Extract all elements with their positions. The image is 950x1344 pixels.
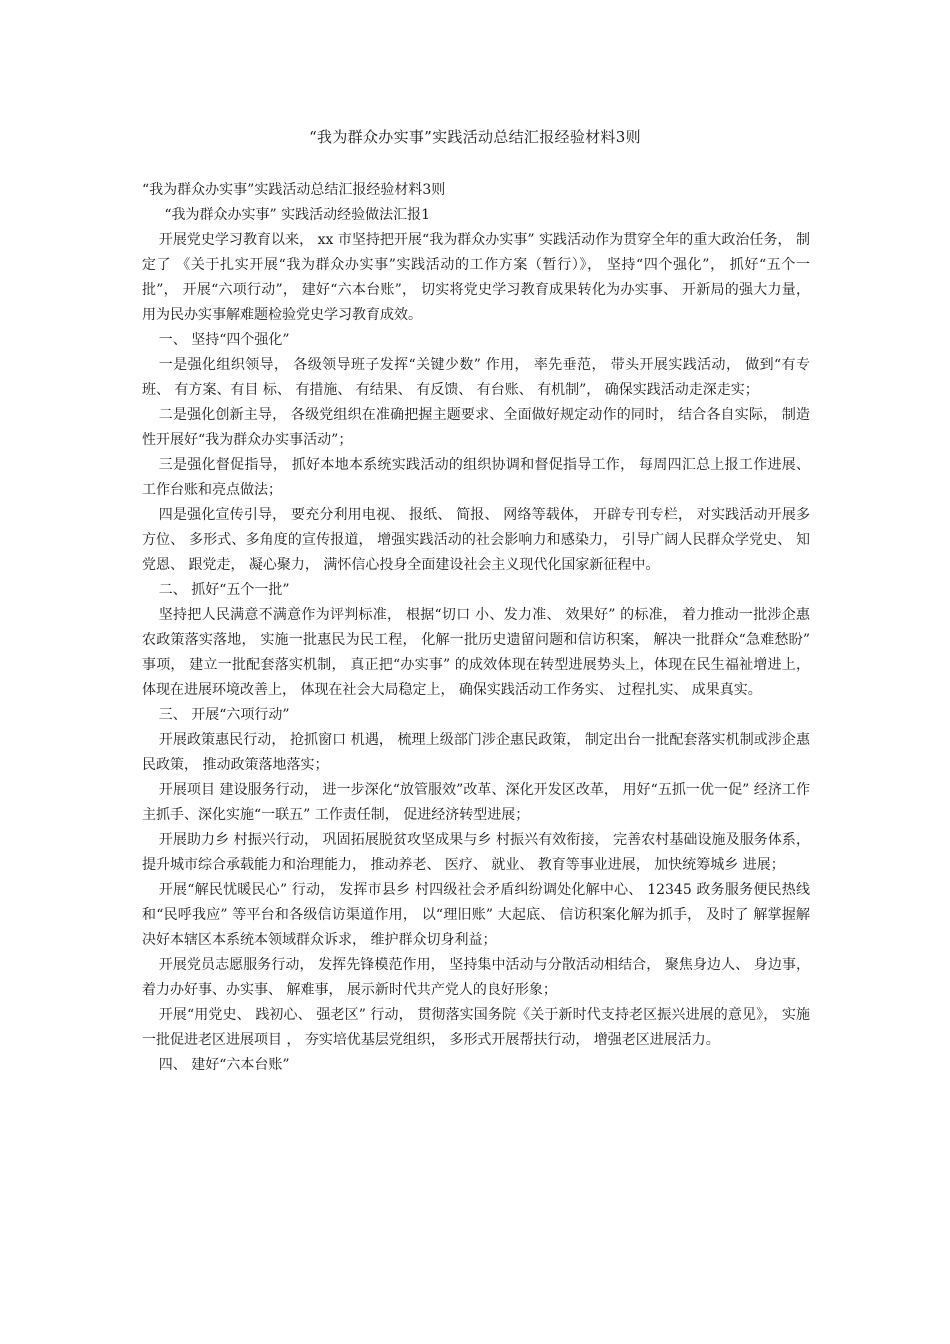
section2-paragraph: 坚持把人民满意不满意作为评判标准， 根据“切口 小、发力准、 效果好” 的标准， 着力推动一批涉企惠农政策落实落地， 实施一批惠民为民工程， 化解一批历史遗留问题和信访积案， 解决一批群众“急难愁盼” 事项， 建立一批配套落实机制， 真正把“办实事” 的成效体现在转型进展势头上，体现在民生福祉增进上， 体现在进展环境改善上， 体现在社会大局稳定上， 确保实践活动工作务实、 过程扎实、 成果真实。 xyxy=(142,607,810,698)
section-heading-3: 三、 开展“六项行动” xyxy=(158,707,290,723)
section3-paragraph: 开展“用党史、 践初心、 强老区” 行动， 贯彻落实国务院《关于新时代支持老区振兴进展的意见》， 实施一批促进老区进展项目 ， 夯实培优基层党组织， 多形式开展帮扶行动， 增强老区进展活力。 xyxy=(142,1007,810,1048)
section1-paragraph: 二是强化创新主导， 各级党组织在准确把握主题要求、全面做好规定动作的同时， 结合各自实际， 制造性开展好“我为群众办实事活动”； xyxy=(142,407,810,448)
section-heading-2: 二、 抓好“五个一批” xyxy=(158,582,290,598)
intro-paragraph: 开展党史学习教育以来， xx 市坚持把开展“我为群众办实事” 实践活动作为贯穿全年的重大政治任务， 制定了 《关于扎实开展“我为群众办实事”实践活动的工作方案（暂行）》， 坚持“四个强化”， 抓好“五个一批”， 开展“六项行动”， 建好“六本台账”， 切实将党史学习教育成果转化为办实事、 开新局的强大力量， 用为民办实事解难题检验党史学习教育成效。 xyxy=(142,232,810,323)
section3-paragraph: 开展“解民忧暖民心” 行动， 发挥市县乡 村四级社会矛盾纠纷调处化解中心、 12345 政务服务便民热线和“民呼我应” 等平台和各级信访渠道作用， 以“理旧账” 大起底、 信访积案化解为抓手， 及时了 解掌握解决好本辖区本系统本领域群众诉求， 维护群众切身利益； xyxy=(142,882,810,948)
section1-paragraph: 三是强化督促指导， 抓好本地本系统实践活动的组织协调和督促指导工作， 每周四汇总上报工作进展、 工作台账和亮点做法； xyxy=(142,457,810,498)
section3-paragraph: 开展助力乡 村振兴行动， 巩固拓展脱贫攻坚成果与乡 村振兴有效衔接， 完善农村基础设施及服务体系， 提升城市综合承载能力和治理能力， 推动养老、 医疗、 就业、 教育等事业进展， 加快统筹城乡 进展； xyxy=(142,832,810,873)
section-heading-4: 四、 建好“六本台账” xyxy=(158,1057,290,1073)
report-subtitle: “我为群众办实事” 实践活动经验做法汇报1 xyxy=(164,207,431,223)
section3-paragraph: 开展项目 建设服务行动， 进一步深化“放管服效”改革、深化开发区改革， 用好“五抓一优一促” 经济工作主抓手、深化实施“一联五” 工作责任制， 促进经济转型进展； xyxy=(142,782,810,823)
section3-paragraph: 开展党员志愿服务行动， 发挥先锋模范作用， 坚持集中活动与分散活动相结合， 聚焦身边人、 身边事， 着力办好事、办实事、 解难事， 展示新时代共产党人的良好形象； xyxy=(142,957,810,998)
section1-paragraph: 四是强化宣传引导， 要充分利用电视、 报纸、 简报、 网络等载体， 开辟专刊专栏， 对实践活动开展多方位、 多形式、多角度的宣传报道， 增强实践活动的社会影响力和感染力， 引导广阔人民群众学党史、 知党恩、 跟党走， 凝心聚力， 满怀信心投身全面建设社会主义现代化国家新征程中。 xyxy=(142,507,810,573)
repeat-title: “我为群众办实事”实践活动总结汇报经验材料3则 xyxy=(142,182,446,198)
section3-paragraph: 开展政策惠民行动， 抢抓窗口 机遇， 梳理上级部门涉企惠民政策， 制定出台一批配套落实机制或涉企惠民政策， 推动政策落地落实； xyxy=(142,732,810,773)
section-heading-1: 一、 坚持“四个强化” xyxy=(158,332,290,348)
document-body xyxy=(142,178,810,1078)
section1-paragraph: 一是强化组织领导， 各级领导班子发挥“关键少数” 作用， 率先垂范， 带头开展实践活动， 做到“有专班、 有方案、有目 标、 有措施、 有结果、 有反馈、 有台账、 有机制”， 确保实践活动走深走实； xyxy=(142,357,810,398)
document-title: “我为群众办实事”实践活动总结汇报经验材料3则 xyxy=(309,128,641,146)
